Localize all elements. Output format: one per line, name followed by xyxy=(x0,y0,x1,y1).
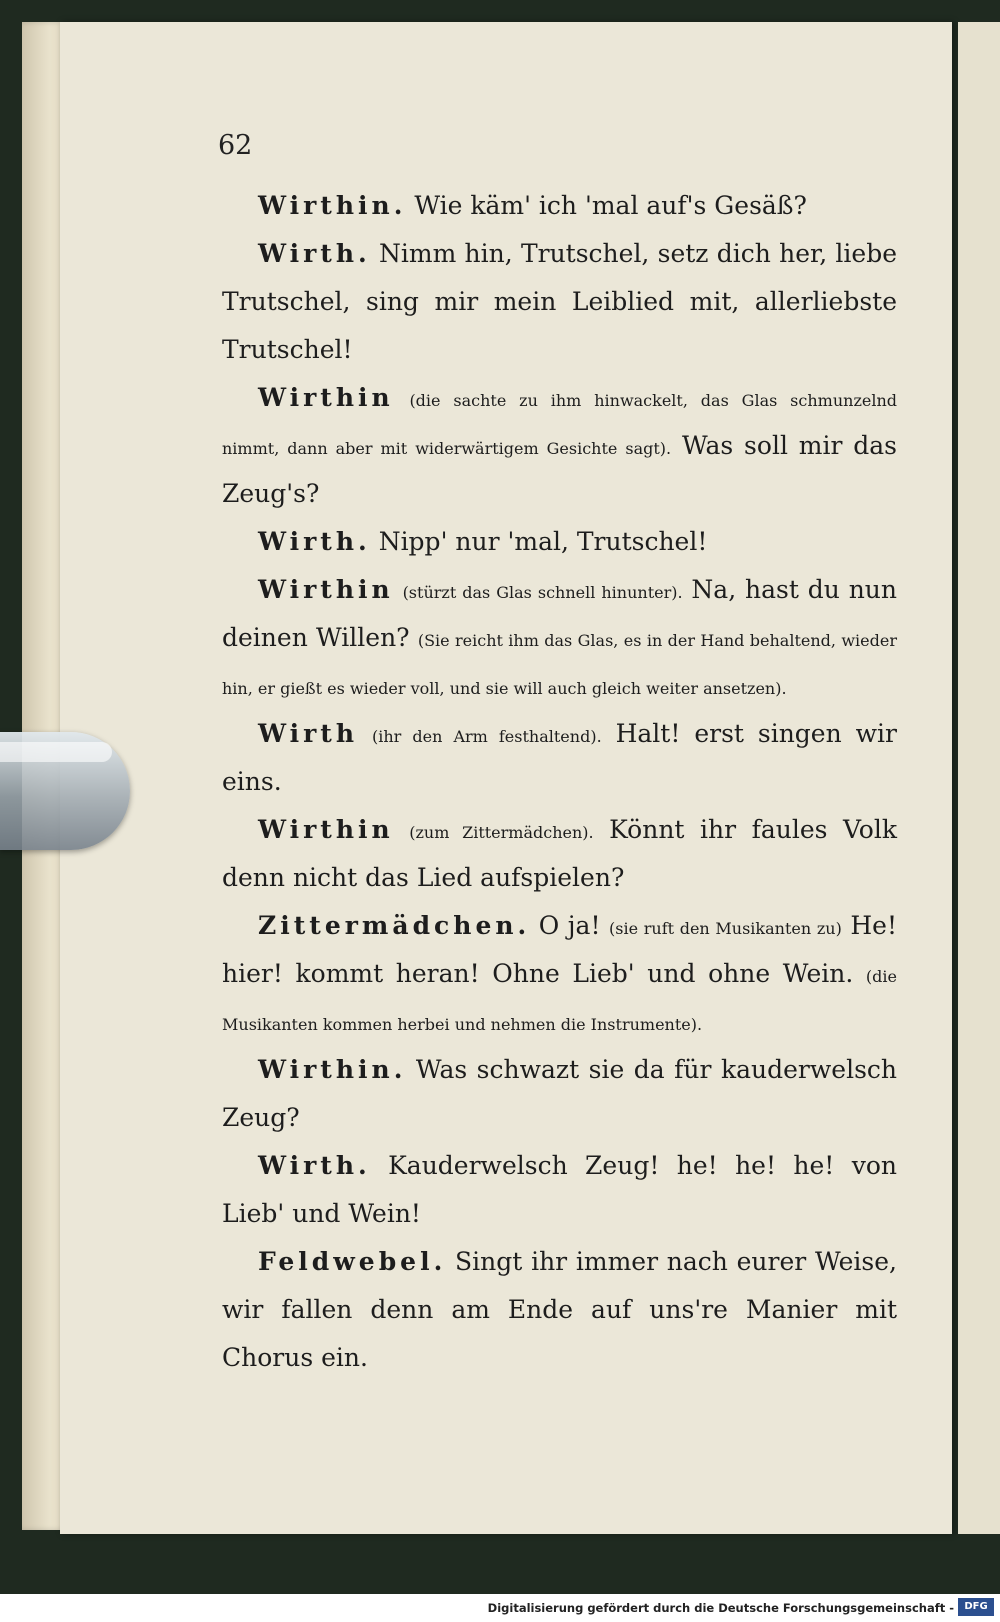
speech-text: Könnt ihr faules Volk denn nicht das Lied aufspielen? xyxy=(222,815,897,892)
speaker-name: Wirthin xyxy=(258,383,394,412)
speaker-name: Wirthin xyxy=(258,575,394,604)
speaker-name: Wirth. xyxy=(258,527,371,556)
stage-direction: (sie ruft den Musikanten zu) xyxy=(609,919,842,938)
page-clip-highlight xyxy=(0,742,112,762)
speaker-name: Zittermädchen. xyxy=(258,911,531,940)
page-text xyxy=(222,182,897,1382)
speaker-name: Wirthin xyxy=(258,815,394,844)
stage-direction: (Sie reicht ihm das Glas, es in der Hand behaltend, wieder hin, er gießt es wieder voll, und sie will auch gleich weiter ansetzen). xyxy=(222,631,897,698)
dialogue-line xyxy=(222,518,897,566)
dfg-logo: DFG xyxy=(958,1598,994,1616)
next-page-edge xyxy=(958,22,1000,1534)
stage-direction: (ihr den Arm festhaltend). xyxy=(371,727,602,746)
stage-direction: (zum Zittermädchen). xyxy=(409,823,594,842)
stage-direction: (stürzt das Glas schnell hinunter). xyxy=(402,583,683,602)
speech-text: Nipp' nur 'mal, Trutschel! xyxy=(378,527,708,556)
dialogue-line xyxy=(222,182,897,230)
dialogue-line xyxy=(222,1142,897,1238)
speaker-name: Wirthin. xyxy=(258,1055,407,1084)
dialogue-line xyxy=(222,1238,897,1382)
dialogue-line xyxy=(222,230,897,374)
speech-text: Wie käm' ich 'mal auf's Gesäß? xyxy=(414,191,807,220)
speaker-name: Wirthin. xyxy=(258,191,407,220)
speech-text: Na, hast du nun deinen Willen? xyxy=(222,575,897,652)
dialogue-line xyxy=(222,710,897,806)
speaker-name: Wirth xyxy=(258,719,359,748)
speaker-name: Feldwebel. xyxy=(258,1247,447,1276)
dialogue-line xyxy=(222,374,897,518)
digitization-credit: Digitalisierung gefördert durch die Deutsche Forschungsgemeinschaft - xyxy=(487,1601,954,1615)
speech-text: Was soll mir das Zeug's? xyxy=(222,431,897,508)
speech-text: He! hier! kommt heran! Ohne Lieb' und ohne Wein. xyxy=(222,911,897,988)
dialogue-line xyxy=(222,902,897,1046)
dialogue-line xyxy=(222,806,897,902)
speech-text: Kauderwelsch Zeug! he! he! he! von Lieb' und Wein! xyxy=(222,1151,897,1228)
speech-text: Nimm hin, Trutschel, setz dich her, liebe Trutschel, sing mir mein Leiblied mit, allerliebste Trutschel! xyxy=(222,239,897,364)
page-number: 62 xyxy=(218,130,253,161)
stage-direction: (die Musikanten kommen herbei und nehmen die Instrumente). xyxy=(222,967,897,1034)
speech-text: O ja! xyxy=(538,911,601,940)
speaker-name: Wirth. xyxy=(258,239,371,268)
stage-direction: (die sachte zu ihm hinwackelt, das Glas schmunzelnd nimmt, dann aber mit widerwärtigem Gesichte sagt). xyxy=(222,391,897,458)
speaker-name: Wirth. xyxy=(258,1151,371,1180)
speech-text: Halt! erst singen wir eins. xyxy=(222,719,897,796)
speech-text: Was schwazt sie da für kauderwelsch Zeug? xyxy=(222,1055,897,1132)
dialogue-line xyxy=(222,1046,897,1142)
speech-text: Singt ihr immer nach eurer Weise, wir fallen denn am Ende auf uns're Manier mit Chorus ein. xyxy=(222,1247,897,1372)
dialogue-line xyxy=(222,566,897,710)
